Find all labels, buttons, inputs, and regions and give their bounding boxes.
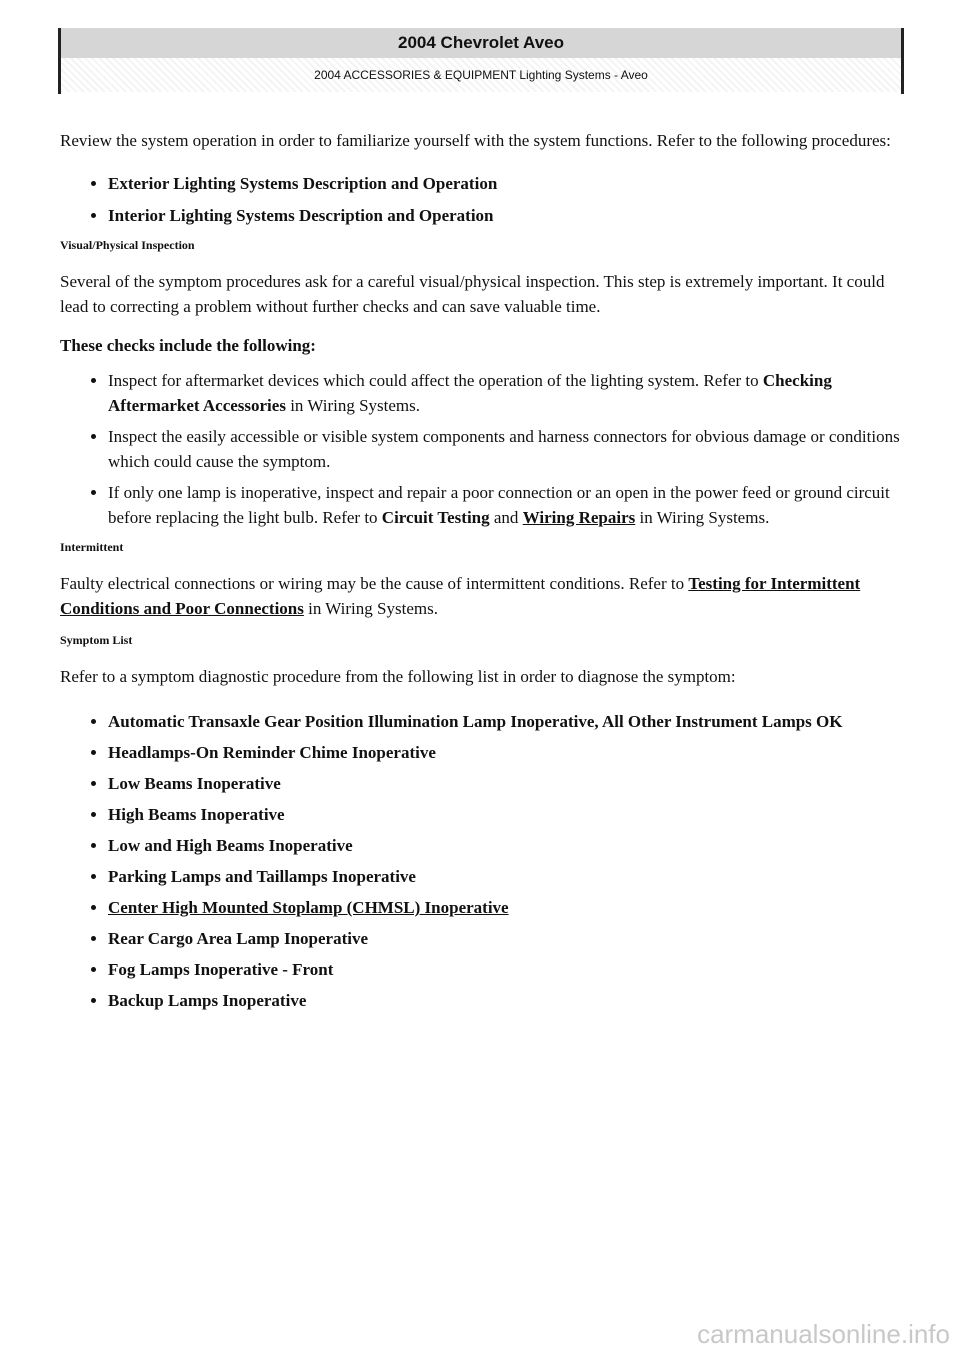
- check-mid: and: [489, 508, 523, 527]
- symptom-link[interactable]: • Fog Lamps Inoperative - Front: [108, 957, 900, 982]
- check-item: [108, 480, 900, 530]
- site-watermark: carmanualsonline.info: [697, 1319, 950, 1349]
- checks-intro: These checks include the following:: [60, 336, 316, 355]
- symptom-link-list: [60, 709, 900, 1013]
- intro-paragraph: Review the system operation in order to familiarize yourself with the system functions. Refer to the following procedures:: [60, 131, 891, 150]
- circuit-testing-link[interactable]: Circuit Testing: [381, 508, 490, 527]
- intermittent-text: Faulty electrical connections or wiring may be the cause of intermittent conditions. Refer to: [60, 574, 689, 593]
- checks-list: [60, 368, 900, 530]
- symptom-link[interactable]: • Parking Lamps and Taillamps Inoperative: [108, 864, 900, 889]
- check-item: • Inspect the easily accessible or visible system components and harness connectors for obvious damage or conditions which could cause the symptom.: [108, 424, 900, 474]
- symptom-link-text[interactable]: Automatic Transaxle Gear Position Illumination Lamp Inoperative, All Other Instrument Lamps OK: [108, 712, 843, 731]
- symptom-list-heading: Symptom List: [60, 633, 133, 647]
- symptom-link[interactable]: • Low Beams Inoperative: [108, 771, 900, 796]
- vehicle-title: 2004 Chevrolet Aveo: [61, 28, 901, 58]
- symptom-link[interactable]: • Rear Cargo Area Lamp Inoperative: [108, 926, 900, 951]
- check-item: [108, 368, 900, 418]
- symptom-link[interactable]: • Backup Lamps Inoperative: [108, 988, 900, 1013]
- aftermarket-accessories-link[interactable]: Checking Aftermarket Accessories: [108, 371, 832, 415]
- procedure-link-interior[interactable]: • Interior Lighting Systems Description and Operation: [108, 203, 900, 228]
- check-suffix: in Wiring Systems.: [635, 508, 770, 527]
- check-suffix: in Wiring Systems.: [285, 396, 421, 415]
- symptom-link[interactable]: • Low and High Beams Inoperative: [108, 833, 900, 858]
- symptom-link[interactable]: • High Beams Inoperative: [108, 802, 900, 827]
- wiring-repairs-link[interactable]: Wiring Repairs: [522, 508, 636, 527]
- procedure-link-list: [60, 171, 900, 228]
- page-header: [58, 28, 904, 94]
- visual-inspection-paragraph: Several of the symptom procedures ask for a careful visual/physical inspection. This step is extremely important. It could lead to correcting a problem without further checks and can save valuable time.: [60, 272, 885, 316]
- chmsl-link[interactable]: Center High Mounted Stoplamp (CHMSL) Inoperative: [108, 898, 509, 917]
- procedure-link-exterior[interactable]: • Exterior Lighting Systems Description and Operation: [108, 171, 900, 196]
- visual-inspection-heading: Visual/Physical Inspection: [60, 238, 195, 252]
- section-subtitle: 2004 ACCESSORIES & EQUIPMENT Lighting Systems - Aveo: [61, 58, 901, 92]
- check-text: If only one lamp is inoperative, inspect and repair a poor connection or an open in the power feed or ground circuit before replacing the light bulb. Refer to: [108, 483, 890, 527]
- intermittent-paragraph: [60, 571, 900, 621]
- symptom-link[interactable]: [108, 895, 900, 920]
- symptom-link[interactable]: • Headlamps-On Reminder Chime Inoperative: [108, 740, 900, 765]
- symptom-list-paragraph: Refer to a symptom diagnostic procedure from the following list in order to diagnose the symptom:: [60, 667, 736, 686]
- symptom-link[interactable]: [108, 709, 900, 734]
- document-body: [60, 128, 900, 1019]
- intermittent-conditions-link[interactable]: Testing for Intermittent Conditions and Poor Connections: [60, 574, 861, 618]
- intermittent-suffix: in Wiring Systems.: [303, 599, 438, 618]
- check-text: Inspect for aftermarket devices which could affect the operation of the lighting system. Refer to: [108, 371, 763, 390]
- intermittent-heading: Intermittent: [60, 540, 124, 554]
